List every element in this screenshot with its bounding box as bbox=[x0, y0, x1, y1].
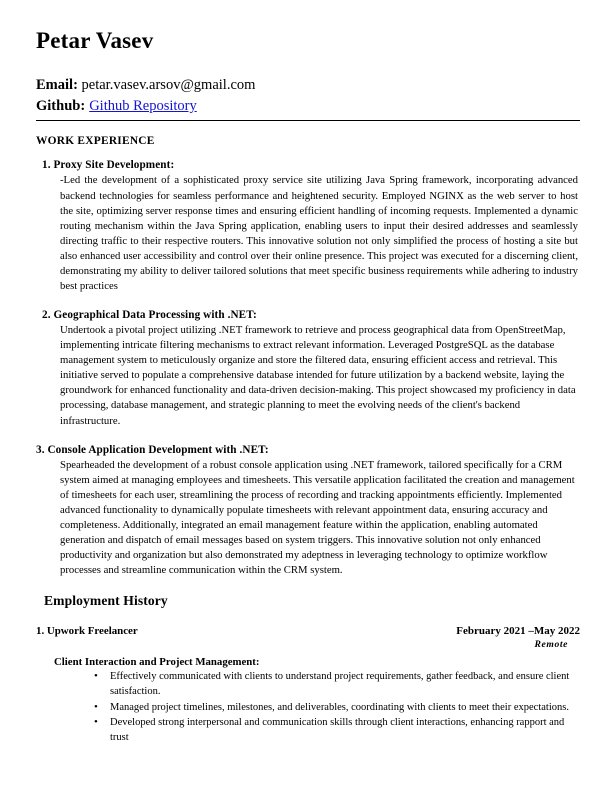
list-item: • Managed project timelines, milestones, and deliverables, coordinating with clients to meet their expectations. bbox=[94, 701, 580, 716]
contact-block bbox=[36, 75, 580, 116]
work-item-title-3: 3. Console Application Development with .NET: bbox=[36, 443, 269, 456]
work-item-body-3: Spearheaded the development of a robust console application using .NET framework, tailored specifically for a CRM system aimed at managing employees and timesheets. This versatile application facilitated the creation and management of timesheets for each user, streamlining the process of recording and tracking appointments efficiently. Implemented advanced functionality to dynamically populate timesheets with relevant appointment data, ensuring accuracy and completeness. Additionally, integrated an email management feature within the application, enabling automated generation and dispatch of email messages based on system triggers. This innovative solution not only enhanced productivity and organization but also demonstrated my adeptness in leveraging technology to optimize workflow processes and streamline communication within the CRM system. bbox=[60, 458, 575, 577]
work-item-title-2: 2. Geographical Data Processing with .NET: bbox=[42, 309, 257, 322]
work-item-title-1: 1. Proxy Site Development: bbox=[42, 159, 175, 172]
section-heading-employment-history: Employment History bbox=[44, 593, 168, 609]
page-title: Petar Vasev bbox=[36, 28, 154, 53]
email-value: petar.vasev.arsov@gmail.com bbox=[81, 77, 256, 94]
employment-bullet-list bbox=[36, 670, 580, 745]
header-divider bbox=[36, 120, 580, 121]
work-item-body-2: Undertook a pivotal project utilizing .NET framework to retrieve and process geographical data from OpenStreetMap, implementing intricate filtering mechanisms to extract relevant information. Leveraged PostgreSQL as the database management system to meticulously organize and store the filtered data, ensuring efficient access and retrieval. This initiative served to populate a comprehensive database intended for future utilization by a backend website, laying the groundwork for enhanced functionality and data-driven decision-making. This project showcased my proficiency in data processing, database management, and strategic planning to meet the evolving needs of the client's backend infrastructure. bbox=[60, 324, 576, 427]
employment-entry-dates: February 2021 –May 2022 bbox=[456, 625, 580, 638]
contact-github-line bbox=[36, 96, 580, 117]
github-separator: : bbox=[80, 97, 86, 114]
employment-entry-title: 1. Upwork Freelancer bbox=[36, 625, 138, 638]
github-repository-link[interactable]: Github Repository bbox=[89, 97, 197, 114]
employment-entry-header bbox=[36, 625, 580, 637]
work-item-body-1: -Led the development of a sophisticated proxy service site utilizing Java Spring framework, incorporating advanced backend technologies for seamless performance and heightened security. Employed NGINX as the web server to host the site, optimizing server response times and ensuring efficient handling of incoming requests. Implemented a dynamic routing mechanism within the Java Spring application, enabling users to input their desired addresses and seamlessly directing traffic to their respective routers. This innovative solution not only simplified the process of hosting a site but also enhanced user accessibility and control over their online presence. This project was executed for a discerning client, demonstrating my ability to deliver tailored solutions that meet specific business requirements while adhering to industry best practices bbox=[60, 174, 578, 292]
list-item: • Effectively communicated with clients to understand project requirements, gather feedback, and ensure client satisfaction. bbox=[94, 670, 580, 699]
email-separator: : bbox=[73, 77, 78, 94]
list-item: • Developed strong interpersonal and communication skills through client interactions, enhancing rapport and trust bbox=[94, 716, 580, 745]
employment-role-heading: Client Interaction and Project Management: bbox=[54, 656, 260, 669]
contact-email-line bbox=[36, 75, 580, 96]
email-label: Email bbox=[36, 77, 74, 94]
employment-entry-location: Remote bbox=[534, 639, 568, 651]
github-label: Github bbox=[36, 97, 81, 114]
section-heading-work-experience: WORK EXPERIENCE bbox=[36, 135, 155, 148]
